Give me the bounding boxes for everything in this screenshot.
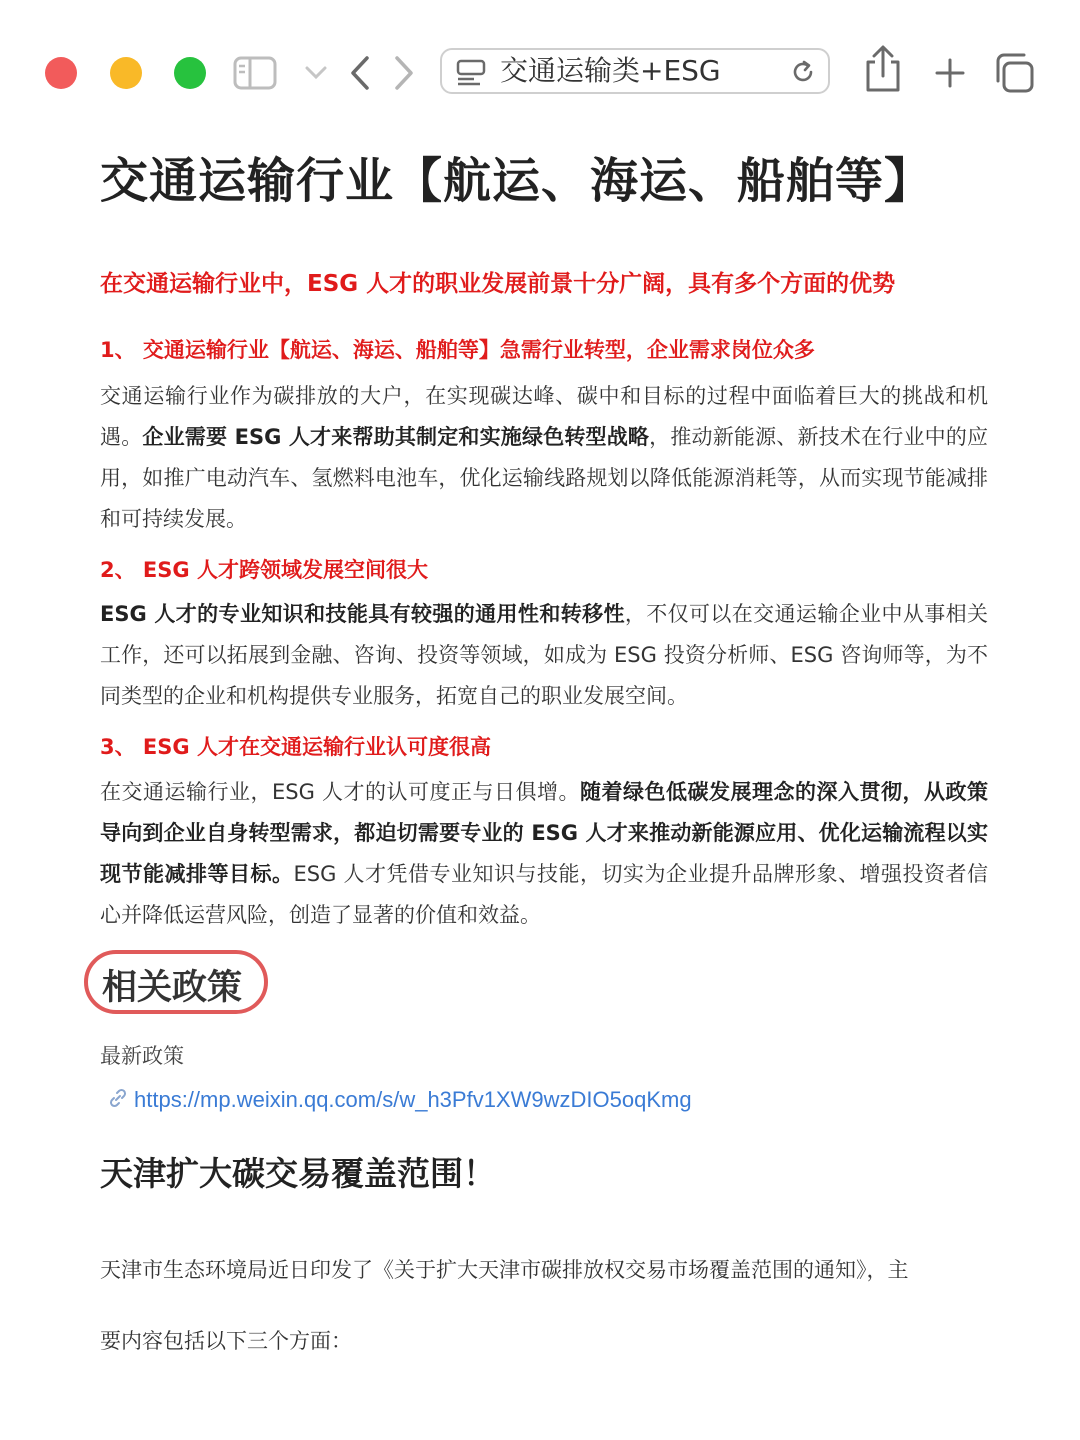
policy-highlight [84,950,268,1014]
lead-text: 在交通运输行业中，ESG 人才的职业发展前景十分广阔，具有多个方面的优势 [100,271,896,297]
new-tab-icon[interactable] [930,50,970,96]
share-icon[interactable] [858,46,908,92]
page-title: 交通运输行业【航运、海运、船舶等】 [100,153,934,209]
section-heading-1: 1、 交通运输行业【航运、海运、船舶等】急需行业转型，企业需求岗位众多 [100,338,815,362]
reload-icon[interactable] [790,59,816,89]
section-paragraph-1: 交通运输行业作为碳排放的大户，在实现碳达峰、碳中和目标的过程中面临着巨大的挑战和机遇。企业需要 ESG 人才来帮助其制定和实施绿色转型战略，推动新能源、新技术在行业中的应用，如推广电动汽车、氢燃料电池车，优化运输线路规划以降低能源消耗等，从而实现节能减排和可持续发展。 [100,384,989,531]
policy-title: 相关政策 [102,968,243,1008]
latest-policy-label: 最新政策 [100,1044,184,1068]
section-paragraph-2: ESG 人才的专业知识和技能具有较强的通用性和转移性，不仅可以在交通运输企业中从事相关工作，还可以拓展到金融、咨询、投资等领域，如成为 ESG 投资分析师、ESG 咨询师等，为不同类型的企业和机构提供专业服务，拓宽自己的职业发展空间。 [100,602,989,708]
reader-icon[interactable] [456,58,486,90]
forward-icon[interactable] [390,50,418,96]
news-title: 天津扩大碳交易覆盖范围！ [100,1154,496,1193]
chevron-down-icon[interactable] [302,50,330,96]
address-bar[interactable] [440,48,830,94]
news-text-line-1: 天津市生态环境局近日印发了《关于扩大天津市碳排放权交易市场覆盖范围的通知》，主 [100,1258,909,1282]
section-heading-3: 3、 ESG 人才在交通运输行业认可度很高 [100,735,491,759]
policy-link[interactable] [108,1085,692,1115]
back-icon[interactable] [346,50,374,96]
sidebar-icon[interactable] [232,50,278,96]
policy-link-text[interactable]: https://mp.weixin.qq.com/s/w_h3Pfv1XW9wzDIO5oqKmg [134,1087,692,1112]
news-text-line-2: 要内容包括以下三个方面： [100,1329,352,1353]
browser-toolbar [0,0,1080,130]
tabs-icon[interactable] [990,50,1038,96]
section-heading-2: 2、 ESG 人才跨领域发展空间很大 [100,558,428,582]
section-paragraph-3: 在交通运输行业，ESG 人才的认可度正与日俱增。随着绿色低碳发展理念的深入贯彻，从政策导向到企业自身转型需求，都迫切需要专业的 ESG 人才来推动新能源应用、优化运输流程以实现节能减排等目标。ESG 人才凭借专业知识与技能，切实为企业提升品牌形象、增强投资者信心并降低运营风险，创造了显著的价值和效益。 [100,780,989,927]
address-text: 交通运输类+ESG [500,54,721,87]
link-icon [108,1088,128,1112]
close-window-button[interactable] [45,57,77,89]
zoom-window-button[interactable] [174,57,206,89]
minimize-window-button[interactable] [110,57,142,89]
